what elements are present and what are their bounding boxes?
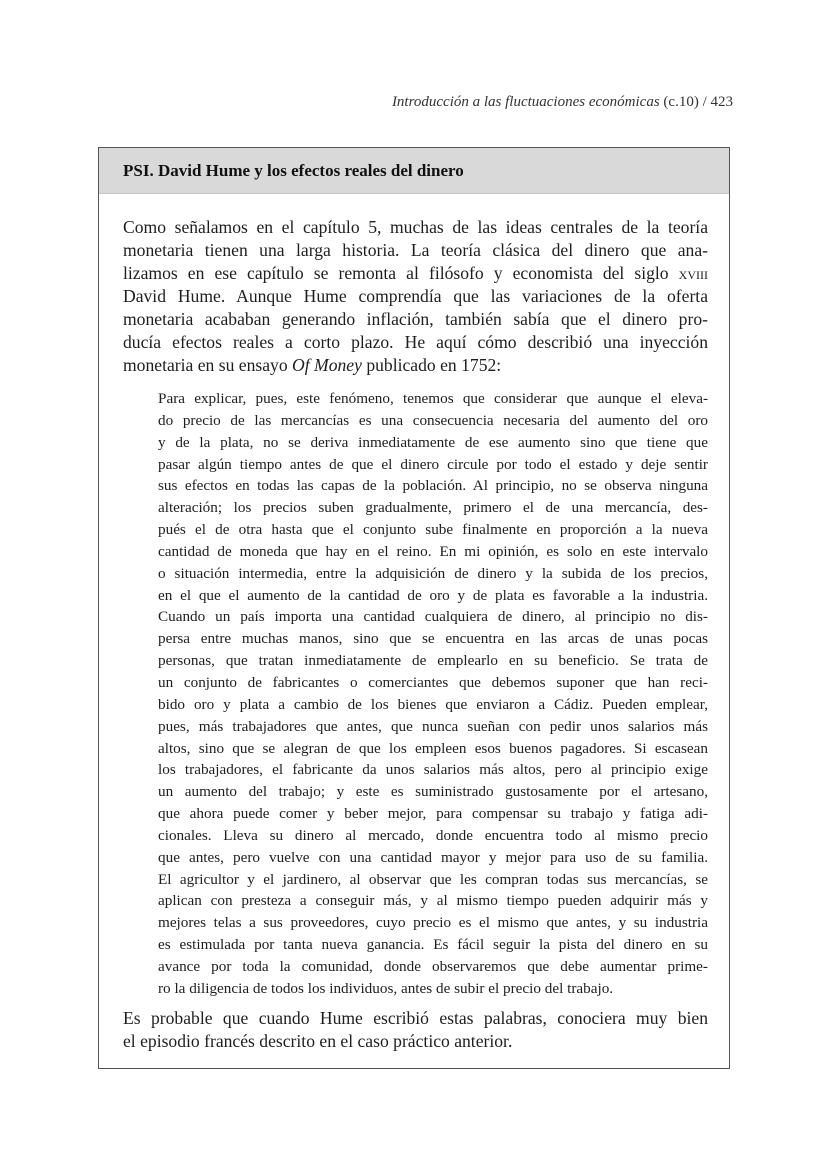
text-run: ro la diligencia de todos los individuos, antes de subir el precio del trabajo.	[158, 979, 614, 997]
text-run: personas, que tratan inmediatamente de emplearlo en su beneficio. Se trata de	[158, 652, 708, 670]
text-line	[158, 978, 708, 1000]
text-run: bido oro y plata a cambio de los bienes que enviaron a Cádiz. Pueden emplear,	[158, 695, 708, 713]
text-line	[158, 847, 708, 869]
text-run: un conjunto de fabricantes o comerciantes que debemos suponer que han reci-	[158, 673, 708, 691]
text-run: sus efectos en todas las capas de la población. Al principio, no se observa ninguna	[158, 477, 708, 495]
text-line	[158, 890, 708, 912]
box-title: PSI. David Hume y los efectos reales del dinero	[99, 148, 729, 194]
text-run: xviii	[678, 263, 708, 283]
text-line	[158, 497, 708, 519]
text-line	[158, 825, 708, 847]
text-line	[158, 475, 708, 497]
text-line	[158, 803, 708, 825]
text-run: do precio de las mercancías es una consecuencia necesaria del aumento del oro	[158, 411, 708, 429]
text-line	[158, 956, 708, 978]
text-run: Para explicar, pues, este fenómeno, tenemos que considerar que aunque el eleva-	[158, 390, 708, 407]
text-line	[158, 781, 708, 803]
text-line	[123, 331, 708, 354]
text-run: que antes, pero vuelve con una cantidad mayor y mejor para uso de su familia.	[158, 848, 708, 866]
text-run: o situación intermedia, entre la adquisición de dinero y la subida de los precios,	[158, 564, 708, 582]
text-run: que ahora puede comer y beber mejor, para compensar su trabajo y fatiga adi-	[158, 805, 708, 823]
text-run: los trabajadores, el fabricante da unos salarios más altos, pero al principio exige	[158, 761, 708, 779]
text-line	[158, 694, 708, 716]
text-line	[158, 432, 708, 454]
text-line	[123, 262, 708, 285]
text-line	[158, 759, 708, 781]
text-line	[123, 1007, 708, 1030]
text-line	[123, 239, 708, 262]
text-run: aplican con presteza a conseguir más, y al mismo tiempo pueden adquirir más y	[158, 892, 708, 910]
text-run: monetaria acababan generando inflación, también sabía que el dinero pro-	[123, 309, 708, 329]
text-run: en el que el aumento de la cantidad de oro y de plata es favorable a la industria.	[158, 586, 708, 604]
text-run: El agricultor y el jardinero, al observar que les compran todas sus mercancías, se	[158, 870, 708, 888]
text-run: David Hume. Aunque Hume comprendía que las variaciones de la oferta	[123, 286, 708, 306]
text-run: lizamos en ese capítulo se remonta al filósofo y economista del siglo	[123, 263, 679, 283]
text-run: pasar algún tiempo antes de que el dinero circule por todo el estado y deje sentir	[158, 455, 708, 473]
text-run: monetaria tienen una larga historia. La teoría clásica del dinero que ana-	[123, 240, 708, 260]
text-run: un aumento del trabajo; y este es suministrado gustosamente por el artesano,	[158, 783, 708, 801]
text-line	[158, 869, 708, 891]
text-line	[158, 650, 708, 672]
text-line	[158, 606, 708, 628]
intro-paragraph	[123, 216, 708, 377]
text-run: publicado en 1752:	[361, 355, 502, 375]
text-line	[158, 541, 708, 563]
text-line	[123, 354, 708, 377]
text-line	[158, 672, 708, 694]
text-run: y de la plata, no se deriva inmediatamente de ese aumento sino que tiene que	[158, 433, 708, 451]
text-line	[158, 563, 708, 585]
running-head-page: (c.10) / 423	[659, 94, 733, 110]
text-line	[158, 454, 708, 476]
book-title: Of Money	[292, 355, 362, 375]
text-line	[123, 285, 708, 308]
running-head	[392, 94, 733, 111]
text-line	[123, 308, 708, 331]
text-run: Es probable que cuando Hume escribió estas palabras, conociera muy bien	[123, 1008, 708, 1028]
text-run: alteración; los precios suben gradualmente, primero el de una mercancía, des-	[158, 499, 708, 517]
text-line	[158, 519, 708, 541]
text-run: monetaria en su ensayo	[123, 355, 293, 375]
text-line	[123, 1030, 708, 1053]
text-line	[158, 912, 708, 934]
text-run: cantidad de moneda que hay en el reino. En mi opinión, es solo en este intervalo	[158, 542, 708, 560]
text-run: cionales. Lleva su dinero al mercado, donde encuentra todo al mismo precio	[158, 826, 708, 844]
closing-paragraph	[123, 1007, 708, 1053]
text-run: es estimulada por tanta nueva ganancia. Es fácil seguir la pista del dinero en su	[158, 936, 708, 954]
text-run: pues, más trabajadores que antes, que nunca sueñan con pedir unos salarios más	[158, 717, 708, 735]
text-run: ducía efectos reales a corto plazo. He aquí cómo describió una inyección	[123, 332, 708, 352]
text-line	[158, 716, 708, 738]
sidebar-box	[98, 147, 730, 1069]
text-run: altos, sino que se alegran de que los empleen esos buenos pagadores. Si escasean	[158, 739, 708, 757]
text-run: pués el de otra hasta que el conjunto sube finalmente en proporción a la nueva	[158, 521, 708, 539]
text-run: mejores telas a sus proveedores, cuyo precio es el mismo que antes, y su industria	[158, 914, 708, 932]
text-line	[158, 388, 708, 410]
running-head-title: Introducción a las fluctuaciones económicas	[391, 94, 660, 110]
text-run: avance por toda la comunidad, donde observaremos que debe aumentar prime-	[158, 957, 708, 975]
text-line	[158, 585, 708, 607]
text-line	[158, 628, 708, 650]
text-run: Cuando un país importa una cantidad cualquiera de dinero, al principio no dis-	[158, 608, 708, 626]
text-line	[158, 738, 708, 760]
text-line	[123, 216, 708, 239]
text-run: Como señalamos en el capítulo 5, muchas de las ideas centrales de la teoría	[123, 217, 708, 237]
text-line	[158, 934, 708, 956]
hume-quote	[158, 388, 708, 1000]
text-run: persa entre muchas manos, sino que se encuentra en las arcas de unas pocas	[158, 630, 708, 648]
text-line	[158, 410, 708, 432]
text-run: el episodio francés descrito en el caso práctico anterior.	[123, 1031, 513, 1051]
